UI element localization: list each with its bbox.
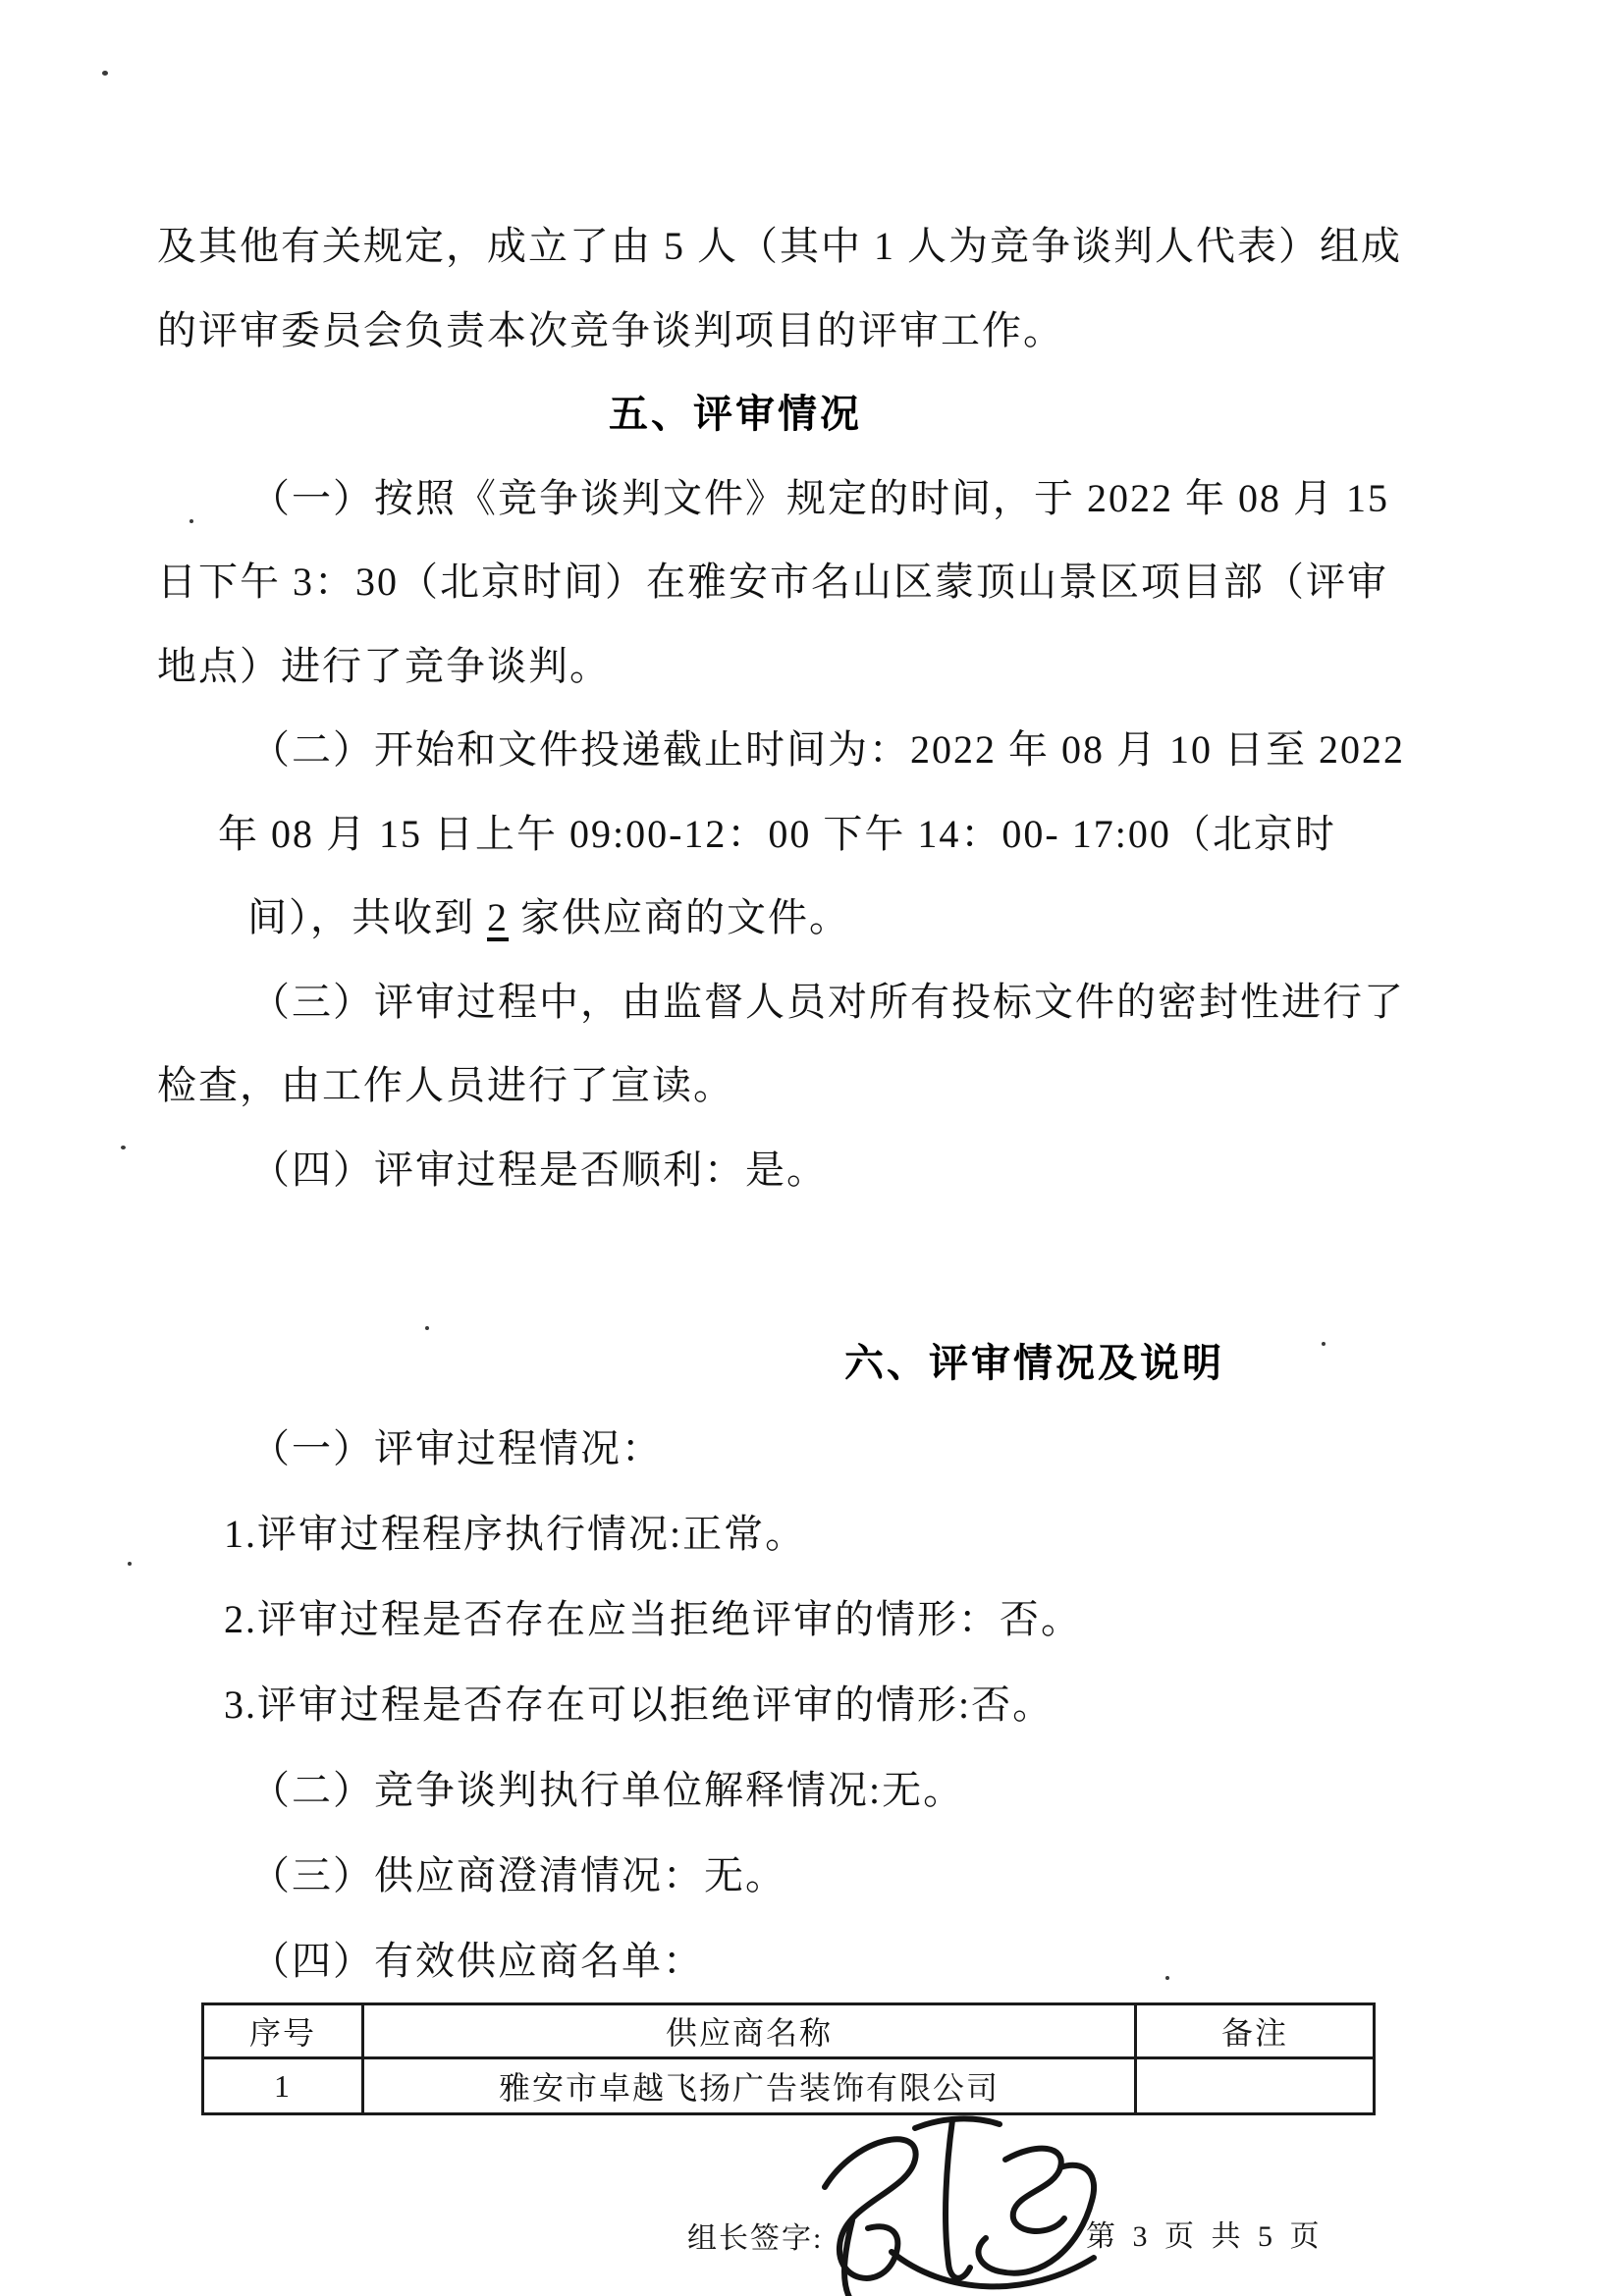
- column-header-note: 备注: [1136, 2004, 1375, 2058]
- section6-item2-line: （二）竞争谈判执行单位解释情况:无。: [250, 1768, 965, 1812]
- scan-speck: [121, 1146, 126, 1149]
- supplier-count-value: 2: [487, 895, 509, 939]
- page-number: 第 3 页 共 5 页: [1086, 2220, 1325, 2253]
- supplier-count-pre: 间），共收到: [247, 895, 487, 939]
- section5-item4-line: （四）评审过程是否顺利：是。: [250, 1147, 828, 1192]
- cell-serial: 1: [203, 2058, 363, 2114]
- section5-item3-line: （三）评审过程中，由监督人员对所有投标文件的密封性进行了: [250, 979, 1405, 1024]
- scan-speck: [128, 1562, 132, 1566]
- section6-item1-sub-line: 1.评审过程程序执行情况:正常。: [224, 1512, 807, 1556]
- section5-item1-line: （一）按照《竞争谈判文件》规定的时间，于 2022 年 08 月 15: [250, 475, 1389, 520]
- section6-item1-line: （一）评审过程情况：: [250, 1426, 663, 1470]
- section5-item1-line: 地点）进行了竞争谈判。: [157, 643, 611, 688]
- scan-speck: [425, 1326, 429, 1330]
- section5-item2-line: [157, 876, 1478, 960]
- column-header-serial: 序号: [203, 2004, 363, 2058]
- scan-speck: [189, 519, 193, 523]
- scan-speck: [1322, 1342, 1325, 1346]
- section5-item3-line: 检查，由工作人员进行了宣读。: [157, 1063, 734, 1107]
- column-header-supplier-name: 供应商名称: [363, 2004, 1136, 2058]
- continuation-line: 及其他有关规定，成立了由 5 人（其中 1 人为竞争谈判人代表）组成: [157, 224, 1402, 268]
- section6-item1-sub-line: 2.评审过程是否存在应当拒绝评审的情形：否。: [224, 1597, 1082, 1641]
- section5-block: [157, 204, 1478, 1211]
- table-header-row: [203, 2004, 1375, 2058]
- table-row: [203, 2058, 1375, 2114]
- cell-note: [1136, 2058, 1375, 2114]
- section6-item3-line: （三）供应商澄清情况：无。: [250, 1853, 786, 1897]
- continuation-line: 的评审委员会负责本次竞争谈判项目的评审工作。: [157, 307, 1064, 352]
- section5-heading: 五、评审情况: [609, 392, 862, 436]
- supplier-count-post: 家供应商的文件。: [509, 895, 850, 939]
- section5-item2-line: 年 08 月 15 日上午 09:00-12：00 下午 14：00- 17:00（北京时: [218, 811, 1336, 856]
- section6-item4-line: （四）有效供应商名单：: [250, 1939, 704, 1983]
- section6-item1-sub-line: 3.评审过程是否存在可以拒绝评审的情形:否。: [224, 1682, 1055, 1727]
- valid-suppliers-table: [201, 2002, 1376, 2115]
- section6-block: [157, 1320, 1478, 2003]
- group-leader-signature-label: 组长签字:: [687, 2222, 824, 2255]
- scan-speck: [102, 71, 108, 76]
- cell-supplier-name: 雅安市卓越飞扬广告装饰有限公司: [363, 2058, 1136, 2114]
- section5-item1-line: 日下午 3：30（北京时间）在雅安市名山区蒙顶山景区项目部（评审: [157, 560, 1388, 604]
- handwritten-signature: [797, 2103, 1121, 2296]
- section6-heading: 六、评审情况及说明: [844, 1341, 1224, 1385]
- scan-speck: [1165, 1976, 1169, 1980]
- section5-item2-line: （二）开始和文件投递截止时间为：2022 年 08 月 10 日至 2022: [250, 727, 1405, 772]
